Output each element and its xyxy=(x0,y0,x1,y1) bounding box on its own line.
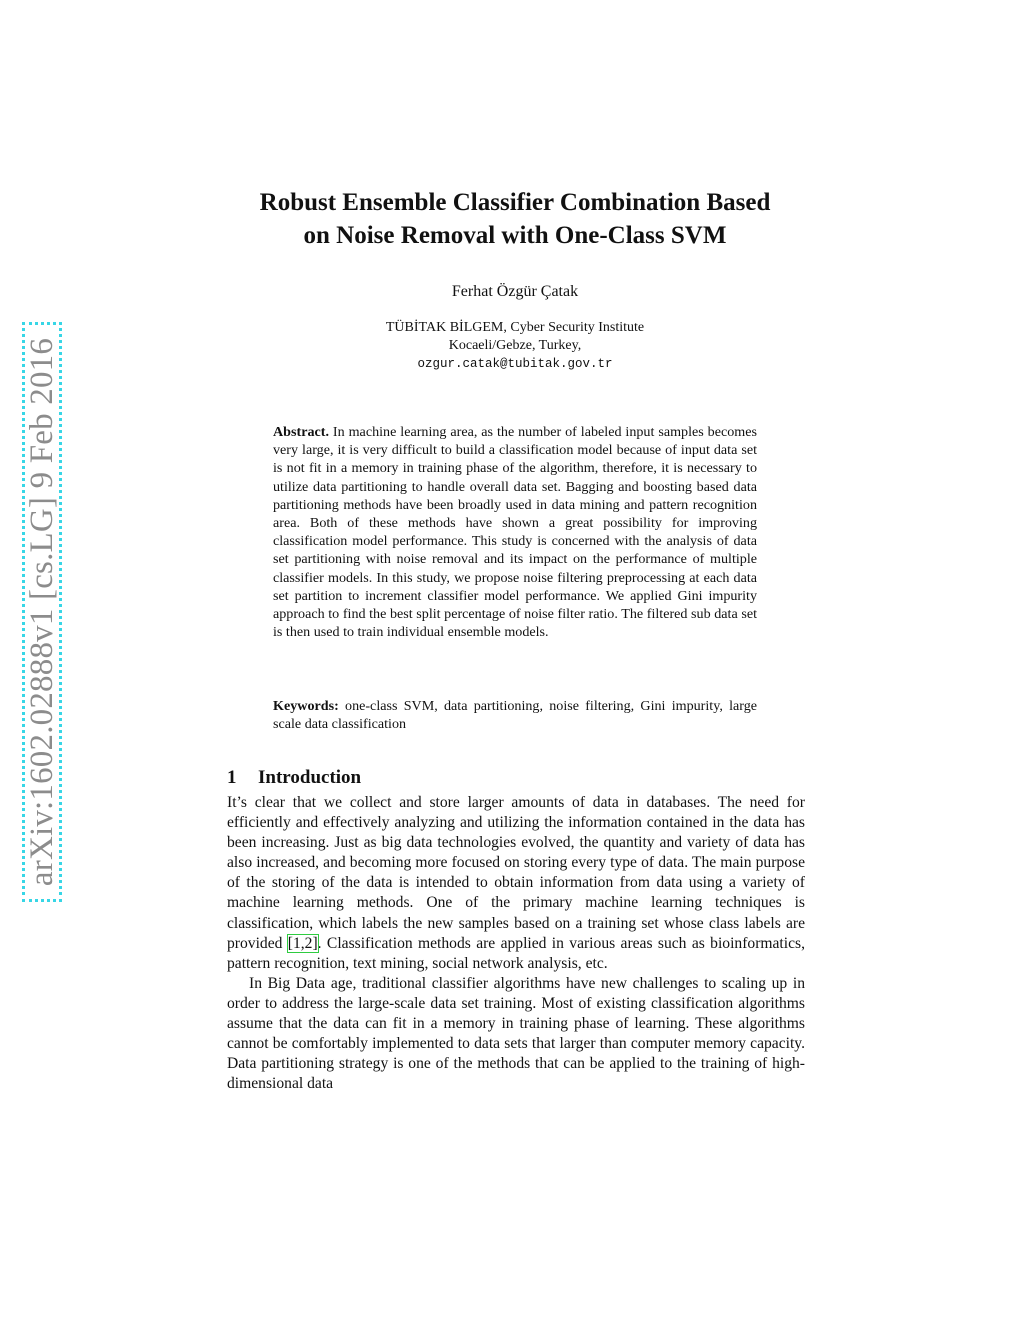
paper-title-line-1: Robust Ensemble Classifier Combination Based xyxy=(259,189,771,216)
affiliation-institute: TÜBİTAK BİLGEM, Cyber Security Institute xyxy=(385,320,645,335)
paragraph xyxy=(227,793,805,974)
paper-title-line-2: on Noise Removal with One-Class SVM xyxy=(303,222,727,249)
citation-link[interactable]: [1,2] xyxy=(287,934,318,952)
paragraph-text: It’s clear that we collect and store larger amounts of data in databases. The need for efficiently and effectively analyzing and utilizing the information contained in the data has been increasing. Just as big data technologies evolved, the quantity and variety of data has also increased, and becoming more focused on storing every type of data. The main purpose of the storing of the data is intended to obtain information from data using a variety of machine learning methods. One of the primary machine learning techniques is classification, which labels the new samples based on a training set whose class labels are provided xyxy=(227,794,805,952)
keywords-label: Keywords: xyxy=(273,698,339,714)
author-email[interactable]: ozgur.catak@tubitak.gov.tr xyxy=(417,357,613,371)
paragraph: In Big Data age, traditional classifier algorithms have new challenges to scaling up in order to address the large-scale data set training. Most of existing classification algorithms assume that the data can fit in a memory in training phase of learning. These algorithms cannot be comfortably implemented to data sets that larger than computer memory capacity. Data partitioning strategy is one of the methods that can be applied to the training of high-dimensional data xyxy=(227,974,805,1093)
introduction-body xyxy=(227,793,805,1094)
paragraph-text: . Classification methods are applied in various areas such as bioinformatics, pattern recognition, text mining, social network analysis, etc. xyxy=(227,934,805,972)
abstract xyxy=(273,423,757,641)
affiliation-block xyxy=(180,319,850,373)
section-heading-introduction xyxy=(227,767,361,789)
abstract-text: In machine learning area, as the number of labeled input samples becomes very large, it is very difficult to build a classification model because of input data set is not fit in a memory in training phase of the algorithm, therefore, it is necessary to utilize data partitioning to handle overall data set. Bagging and boosting based data partitioning methods have been broadly used in data mining and pattern recognition area. Both of these methods have shown a great possibility for improving classification model performance. This study is concerned with the analysis of data set partitioning with noise removal and its impact on the performance of multiple classifier models. In this study, we propose noise filtering preprocessing at each data set partition to increment classifier model performance. We applied Gini impurity approach to find the best split percentage of noise filter ratio. The filtered sub data set is then used to train individual ensemble models. xyxy=(273,424,757,641)
section-number: 1 xyxy=(227,767,237,788)
keywords-text: one-class SVM, data partitioning, noise filtering, Gini impurity, large scale data classification xyxy=(273,698,757,733)
abstract-label: Abstract. xyxy=(273,424,329,440)
author-name: Ferhat Özgür Çatak xyxy=(451,283,579,300)
paper-title xyxy=(180,186,850,252)
arxiv-identifier-stamp[interactable]: arXiv:1602.02888v1 [cs.LG] 9 Feb 2016 xyxy=(22,322,62,902)
keywords xyxy=(273,697,757,733)
affiliation-location: Kocaeli/Gebze, Turkey, xyxy=(448,338,582,353)
section-title: Introduction xyxy=(258,767,362,788)
